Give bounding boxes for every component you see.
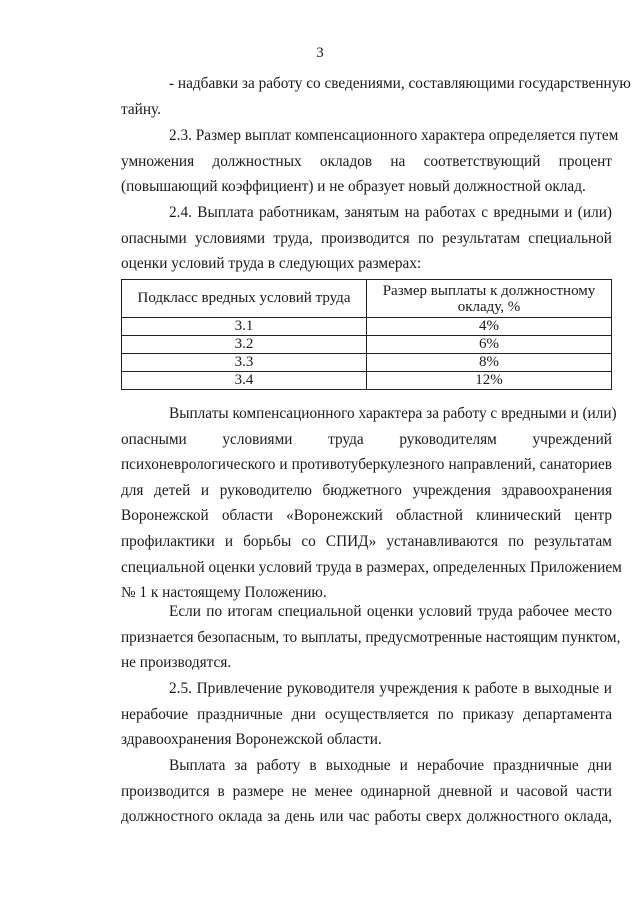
text-line: Если по итогам специальной оценки условий труда рабочее место — [169, 603, 612, 620]
paragraph-2-3 — [121, 123, 619, 200]
text-line: умножения должностных окладов на соответствующий процент — [121, 152, 612, 170]
text-line: опасными условиями труда, производится по результатам специальной — [121, 229, 612, 247]
text-line: нерабочие праздничные дни осуществляется по приказу департамента — [121, 705, 612, 723]
paragraph-harmful-heads — [121, 401, 622, 606]
text-line: для детей и руководителю бюджетного учреждения здравоохранения — [121, 481, 612, 499]
text-line: здравоохранения Воронежской области. — [121, 731, 382, 749]
paragraph-2-4 — [121, 200, 612, 277]
table-cell-subclass: 3.2 — [122, 336, 367, 354]
text-line: 2.3. Размер выплат компенсационного характера определяется путем — [169, 127, 619, 144]
text-line: Выплаты компенсационного характера за работу с вредными и (или) — [169, 405, 617, 422]
text-line: должностного оклада за день или час работы сверх должностного оклада, — [121, 808, 612, 826]
table-cell-percent: 6% — [367, 336, 612, 354]
paragraph-safe-workplace — [121, 599, 621, 676]
table-header-payment — [367, 280, 612, 318]
harmful-conditions-table — [121, 279, 612, 390]
paragraph-allowances — [121, 71, 631, 122]
table-cell-subclass: 3.3 — [122, 354, 367, 372]
table-header-subclass: Подкласс вредных условий труда — [122, 280, 367, 318]
table-cell-subclass: 3.4 — [122, 372, 367, 390]
text-line: Выплата за работу в выходные и нерабочие праздничные дни — [169, 757, 612, 774]
table-cell-percent: 12% — [367, 372, 612, 390]
text-line: 2.4. Выплата работникам, занятым на работах с вредными и (или) — [169, 204, 612, 221]
paragraph-2-5 — [121, 676, 612, 753]
table-row — [122, 336, 612, 354]
table-header-payment-line: окладу, % — [457, 298, 521, 315]
text-line: № 1 к настоящему Положению. — [121, 584, 327, 602]
table-header-row — [122, 280, 612, 318]
table-header-payment-line: Размер выплаты к должностному — [382, 282, 596, 299]
text-line: производится в размере не менее одинарной дневной и часовой части — [121, 782, 612, 800]
text-line: специальной оценки условий труда в размерах, определенных Приложением — [121, 558, 622, 576]
text-line: оценки условий труда в следующих размерах: — [121, 255, 422, 273]
page-number: 3 — [316, 45, 324, 61]
table-row — [122, 318, 612, 336]
text-line: Воронежской области «Воронежский областной клинический центр — [121, 507, 612, 525]
text-line: профилактики и борьбы со СПИД» устанавливаются по результатам — [121, 532, 612, 550]
text-line: опасными условиями труда руководителям учреждений — [121, 430, 612, 448]
table-row — [122, 372, 612, 390]
text-line: (повышающий коэффициент) и не образует новый должностной оклад. — [121, 178, 586, 196]
table-cell-subclass: 3.1 — [122, 318, 367, 336]
table-row — [122, 354, 612, 372]
text-line: признается безопасным, то выплаты, предусмотренные настоящим пунктом, — [121, 628, 621, 646]
table-cell-percent: 4% — [367, 318, 612, 336]
text-line: психоневрологического и противотуберкулезного направлений, санаториев — [121, 456, 612, 474]
text-line: 2.5. Привлечение руководителя учреждения к работе в выходные и — [169, 680, 612, 697]
text-line: тайну. — [121, 100, 161, 118]
text-line: не производятся. — [121, 654, 232, 672]
text-line: - надбавки за работу со сведениями, составляющими государственную — [169, 75, 631, 92]
paragraph-holiday-pay — [121, 753, 612, 830]
table-cell-percent: 8% — [367, 354, 612, 372]
